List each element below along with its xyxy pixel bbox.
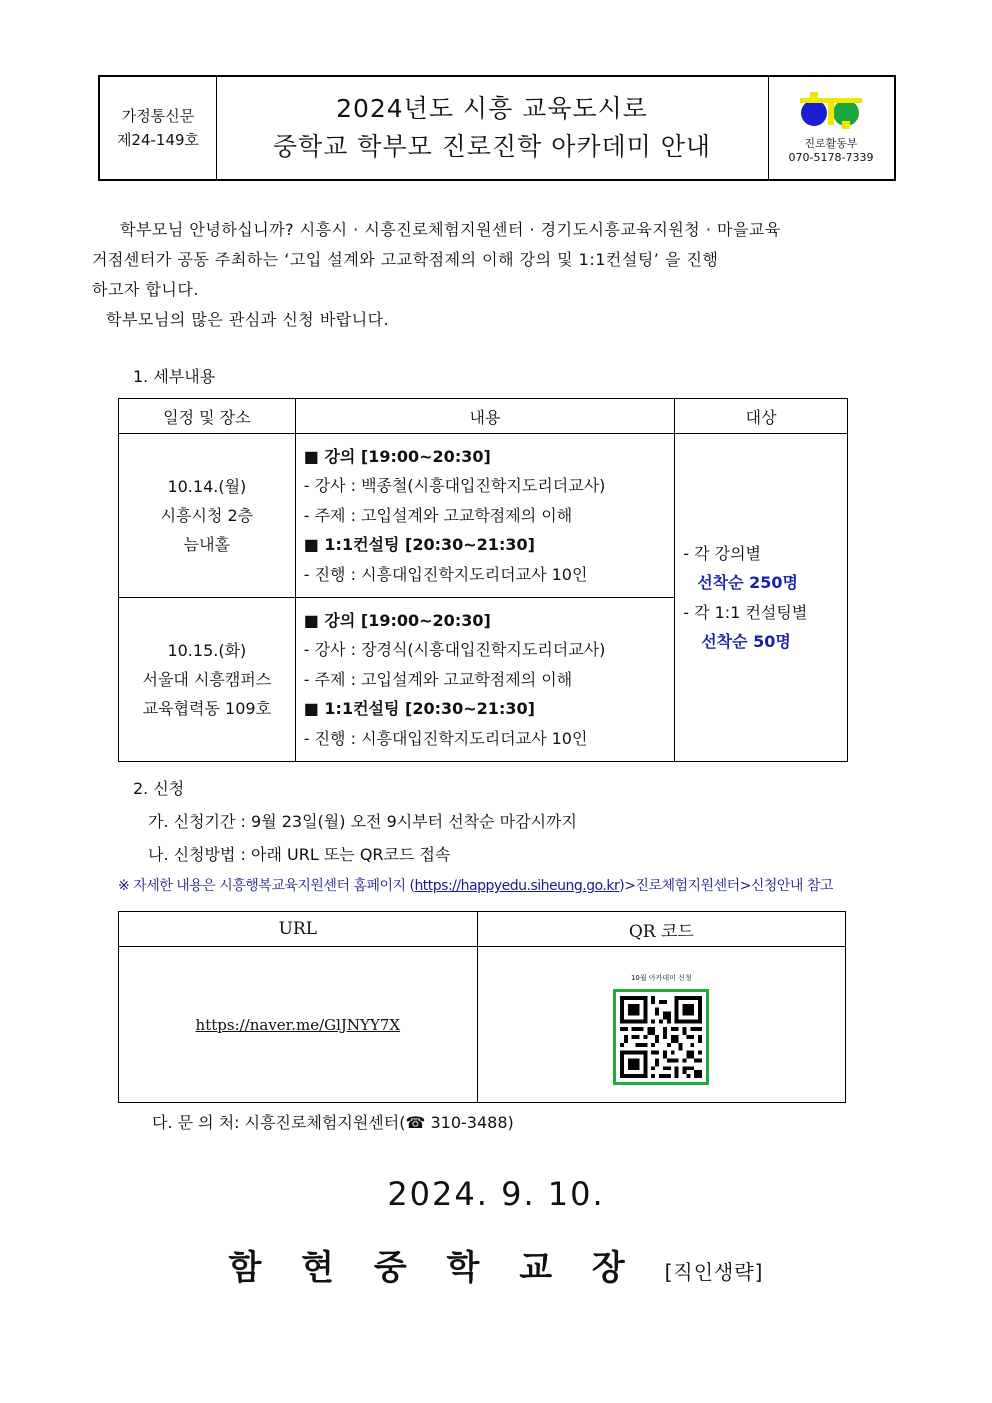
topic: - 주제 : 고입설계와 고교학점제의 이해: [303, 505, 573, 525]
intro-line-2: 거점센터가 공동 주최하는 ‘고입 설계와 고교학점제의 이해 강의 및 1:1컨설팅’ 을 진행: [92, 250, 719, 269]
doc-type: 가정통신문: [121, 107, 195, 125]
topic: - 주제 : 고입설계와 고교학점제의 이해: [303, 669, 573, 689]
column-header: QR 코드: [477, 912, 845, 947]
target-lecture: - 각 강의별: [683, 543, 761, 563]
qr-cell: [477, 947, 845, 1103]
target-consulting: - 각 1:1 컨설팅별: [683, 602, 808, 622]
lecturer: - 강사 : 백종철(시흥대입진학지도리더교사): [303, 476, 606, 496]
issue-date: 2024. 9. 10.: [387, 1175, 605, 1213]
event-place: 시흥시청 2층: [160, 506, 254, 525]
signer-name: 함 현 중 학 교 장: [228, 1248, 639, 1288]
table-row: [119, 947, 846, 1103]
qr-caption: 10월 아카데미 신청: [630, 973, 692, 982]
event-place: 서울대 시흥캠퍼스: [142, 670, 272, 689]
doc-number: 제24-149호: [116, 131, 200, 149]
consulting-staff: - 진행 : 시흥대입진학지도리더교사 10인: [303, 728, 588, 748]
intro-paragraph: [92, 215, 902, 335]
table-row: [119, 434, 848, 598]
homepage-note: [118, 875, 833, 895]
schedule-place-cell: [119, 598, 296, 762]
doc-title: [216, 77, 769, 179]
event-date: 10.14.(월): [167, 477, 247, 496]
target-consulting-limit: 선착순 50명: [701, 632, 791, 651]
signature: [0, 1240, 992, 1289]
lecture-time: ■ 강의 [19:00~20:30]: [303, 610, 491, 630]
title-line-2: 중학교 학부모 진로진학 아카데미 안내: [272, 132, 712, 161]
school-logo-icon: [798, 91, 864, 131]
apply-table-header: [119, 912, 846, 947]
target-cell: [675, 434, 848, 762]
apply-method: 나. 신청방법 : 아래 URL 또는 QR코드 접속: [148, 845, 451, 864]
section-2-title: 2. 신청: [133, 779, 185, 798]
intro-line-3: 하고자 합니다.: [92, 280, 199, 299]
intro-line-1: 학부모님 안녕하십니까? 시흥시 · 시흥진로체험지원센터 · 경기도시흥교육지원청 · 마을교육: [120, 220, 781, 239]
apply-url-link[interactable]: https://naver.me/GlJNYY7X: [195, 1016, 401, 1034]
url-cell: [119, 947, 478, 1103]
event-date: 10.15.(화): [167, 641, 247, 660]
contact-info: 다. 문 의 처: 시흥진로체험지원센터(☎ 310-3488): [152, 1113, 514, 1132]
schedule-table: [118, 398, 848, 762]
dept-name: 진로활동부: [804, 137, 858, 150]
column-header: 일정 및 장소: [119, 399, 296, 434]
lecturer: - 강사 : 장경식(시흥대입진학지도리더교사): [303, 640, 606, 660]
qr-block[interactable]: [613, 973, 709, 1085]
section-1-title: 1. 세부내용: [133, 367, 216, 386]
qr-code-icon: [620, 996, 702, 1078]
consulting-time: ■ 1:1컨설팅 [20:30~21:30]: [303, 699, 535, 719]
dept-info: [768, 77, 894, 179]
column-header: URL: [119, 912, 478, 947]
consulting-staff: - 진행 : 시흥대입진학지도리더교사 10인: [303, 564, 588, 584]
event-room: 교육협력동 109호: [142, 699, 272, 718]
note-suffix: )>진로체험지원센터>신청안내 참고: [619, 878, 833, 894]
consulting-time: ■ 1:1컨설팅 [20:30~21:30]: [303, 535, 535, 555]
dept-phone: 070-5178-7339: [788, 151, 874, 164]
note-prefix: ※ 자세한 내용은 시흥행복교육지원센터 홈페이지 (: [118, 878, 415, 894]
header-box: [98, 75, 896, 181]
column-header: 내용: [295, 399, 674, 434]
schedule-place-cell: [119, 434, 296, 598]
doc-info: [100, 77, 217, 179]
title-line-1: 2024년도 시흥 교육도시로: [336, 94, 648, 123]
apply-table: [118, 911, 846, 1103]
content-cell: [295, 598, 674, 762]
lecture-time: ■ 강의 [19:00~20:30]: [303, 446, 491, 466]
column-header: 대상: [675, 399, 848, 434]
event-room: 늠내홀: [183, 535, 231, 554]
seal-note: [직인생략]: [664, 1260, 764, 1284]
content-cell: [295, 434, 674, 598]
intro-line-4: 학부모님의 많은 관심과 신청 바랍니다.: [106, 310, 390, 329]
homepage-link[interactable]: https://happyedu.siheung.go.kr: [414, 878, 620, 894]
qr-code-frame: [613, 989, 709, 1085]
schedule-table-header: [119, 399, 848, 434]
apply-period: 가. 신청기간 : 9월 23일(월) 오전 9시부터 선착순 마감시까지: [148, 812, 577, 831]
target-lecture-limit: 선착순 250명: [697, 573, 799, 592]
